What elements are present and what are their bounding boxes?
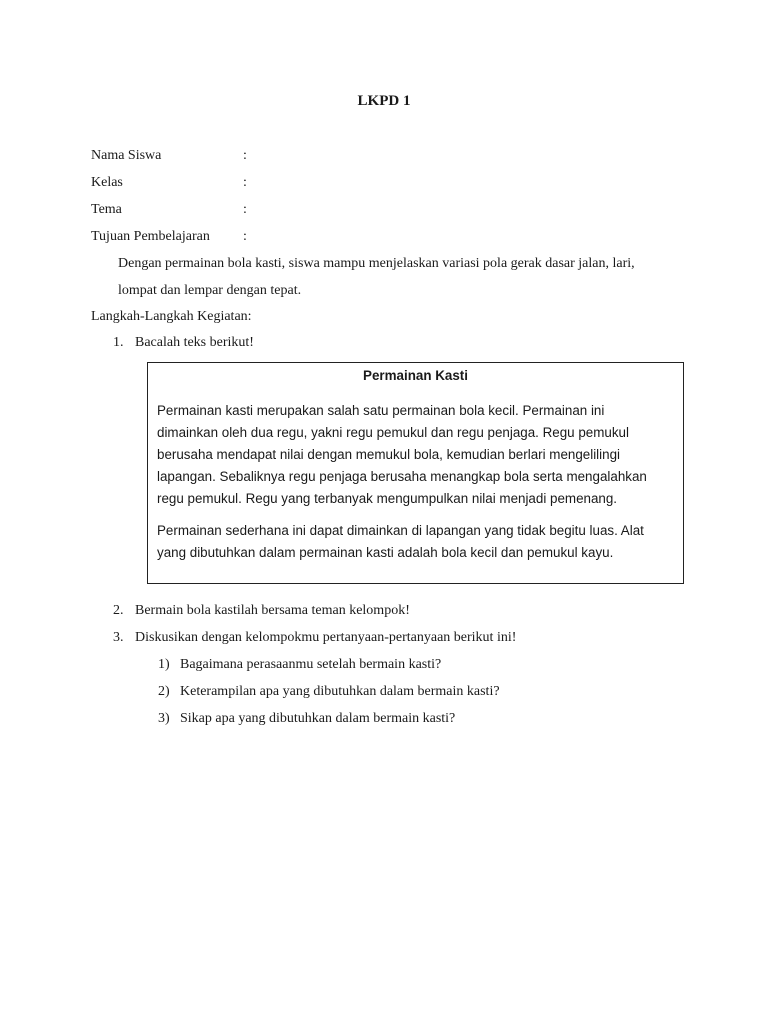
question-number: 1) (158, 657, 170, 672)
step-item (113, 334, 254, 352)
field-label: Tema (91, 202, 122, 217)
question-text: Keterampilan apa yang dibutuhkan dalam bermain kasti? (180, 684, 500, 699)
reading-box (147, 362, 684, 584)
field-label: Kelas (91, 175, 123, 190)
reading-paragraph-1 (157, 400, 673, 510)
field-label: Nama Siswa (91, 148, 162, 163)
paragraph-line: dimainkan oleh dua regu, yakni regu pemukul dan regu penjaga. Regu pemukul (157, 425, 629, 440)
step-number: 2. (113, 603, 124, 618)
question-text: Bagaimana perasaanmu setelah bermain kasti? (180, 657, 442, 672)
step-text: Bacalah teks berikut! (135, 335, 254, 350)
step-text: Diskusikan dengan kelompokmu pertanyaan-pertanyaan berikut ini! (135, 630, 517, 645)
question-number: 2) (158, 684, 170, 699)
question-item (158, 656, 441, 674)
field-colon: : (243, 229, 247, 244)
paragraph-line: Permainan sederhana ini dapat dimainkan di lapangan yang tidak begitu luas. Alat (157, 523, 644, 538)
steps-heading: Langkah-Langkah Kegiatan: (91, 309, 252, 324)
step-number: 1. (113, 335, 124, 350)
paragraph-line: regu pemukul. Regu yang terbanyak mengumpulkan nilai menjadi pemenang. (157, 491, 618, 506)
field-kelas (91, 174, 247, 192)
paragraph-line: berusaha mendapat nilai dengan memukul bola, kemudian berlari mengelilingi (157, 447, 621, 462)
question-item (158, 683, 500, 701)
reading-box-title: Permainan Kasti (363, 368, 468, 383)
step-item (113, 602, 410, 620)
step-number: 3. (113, 630, 124, 645)
objective-line: lompat dan lempar dengan tepat. (118, 283, 302, 298)
step-item (113, 629, 516, 647)
field-tema (91, 201, 247, 219)
reading-paragraph-2 (157, 520, 673, 564)
question-number: 3) (158, 711, 170, 726)
field-colon: : (243, 202, 247, 217)
field-nama-siswa (91, 147, 247, 165)
step-text: Bermain bola kastilah bersama teman kelompok! (135, 603, 410, 618)
objective-line: Dengan permainan bola kasti, siswa mampu menjelaskan variasi pola gerak dasar jalan, lari, (118, 256, 635, 271)
paragraph-line: lapangan. Sebaliknya regu penjaga berusaha menangkap bola serta mengalahkan (157, 469, 647, 484)
question-text: Sikap apa yang dibutuhkan dalam bermain kasti? (180, 711, 456, 726)
page-title: LKPD 1 (357, 93, 411, 109)
paragraph-line: yang dibutuhkan dalam permainan kasti adalah bola kecil dan pemukul kayu. (157, 545, 614, 560)
field-tujuan-pembelajaran (91, 228, 247, 246)
field-colon: : (243, 148, 247, 163)
question-item (158, 710, 455, 728)
field-colon: : (243, 175, 247, 190)
field-label: Tujuan Pembelajaran (91, 229, 210, 244)
paragraph-line: Permainan kasti merupakan salah satu permainan bola kecil. Permainan ini (157, 403, 605, 418)
